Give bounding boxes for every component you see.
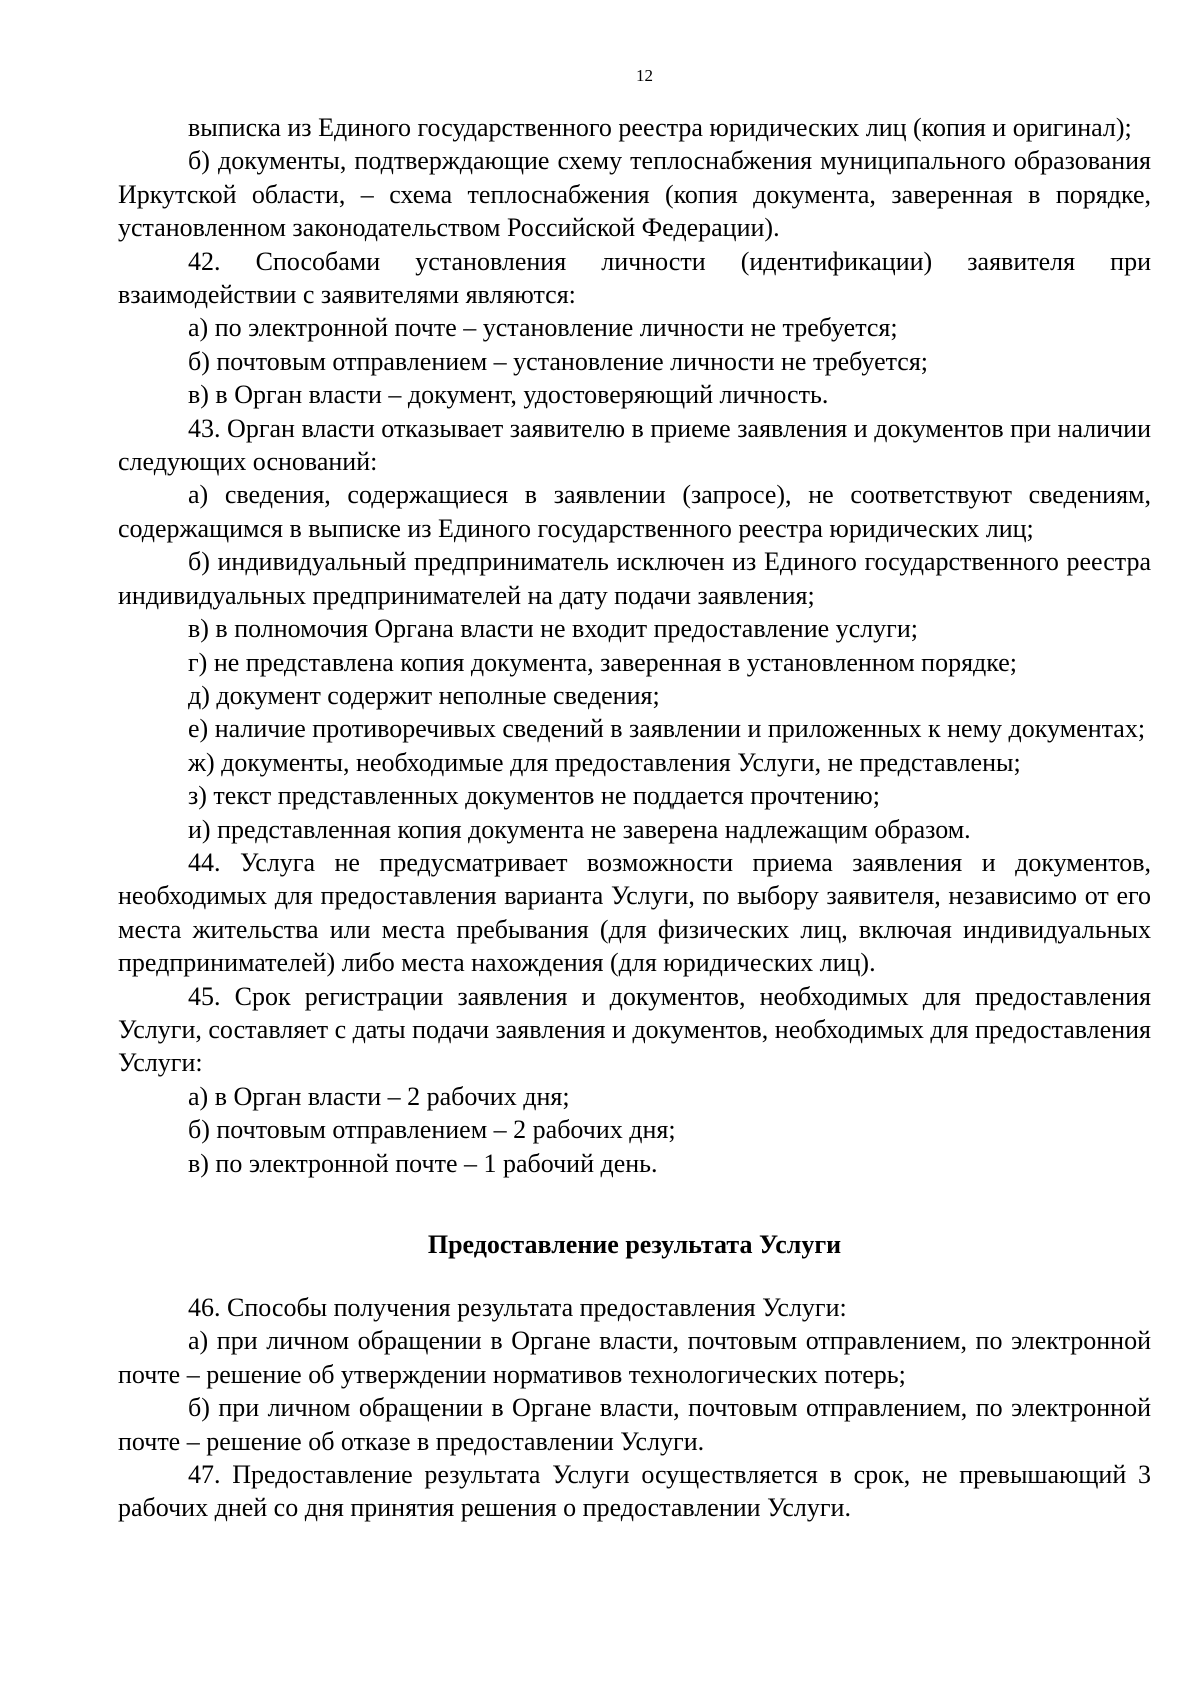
section-heading: Предоставление результата Услуги (427, 1230, 842, 1259)
paragraph-45-a: а) в Орган власти – 2 рабочих дня; (188, 1081, 570, 1111)
paragraph-43-z: з) текст представленных документов не поддается прочтению; (188, 781, 880, 811)
paragraph-43-i: и) представленная копия документа не заверена надлежащим образом. (188, 814, 971, 844)
paragraph-item-b-heat-scheme: б) документы, подтверждающие схему теплоснабжения муниципального образования Иркутской области, – схема теплоснабжения (копия документа, заверенная в порядке, установленном законодательством Российской Федерации). (118, 146, 1151, 243)
paragraph-43-b: б) индивидуальный предприниматель исключен из Единого государственного реестра индивидуальных предпринимателей на дату подачи заявления; (118, 547, 1151, 610)
paragraph-43: 43. Орган власти отказывает заявителю в приеме заявления и документов при наличии следующих оснований: (118, 413, 1151, 477)
paragraph-42-a: а) по электронной почте – установление личности не требуется; (188, 313, 898, 343)
paragraph-42-b: б) почтовым отправлением – установление личности не требуется; (188, 346, 929, 376)
paragraph-45: 45. Срок регистрации заявления и документов, необходимых для предоставления Услуги, составляет с даты подачи заявления и документов, необходимых для предоставления Услуги: (118, 981, 1151, 1078)
paragraph-46-a: а) при личном обращении в Органе власти, почтовым отправлением, по электронной почте – решение об утверждении нормативов технологических потерь; (118, 1326, 1151, 1389)
paragraph-45-b: б) почтовым отправлением – 2 рабочих дня; (188, 1115, 676, 1145)
body-text-after (118, 1291, 1151, 1525)
paragraph-extract-egrul: выписка из Единого государственного реестра юридических лиц (копия и оригинал); (188, 113, 1132, 142)
page-number: 12 (636, 66, 653, 85)
body-text-before (118, 111, 1151, 1180)
paragraph-44: 44. Услуга не предусматривает возможности приема заявления и документов, необходимых для предоставления варианта Услуги, по выбору заявителя, независимо от его места жительства или места пребывания (для физических лиц, включая индивидуальных предпринимателей) либо места нахождения (для юридических лиц). (118, 847, 1151, 978)
paragraph-43-v: в) в полномочия Органа власти не входит предоставление услуги; (188, 614, 918, 644)
paragraph-43-a: а) сведения, содержащиеся в заявлении (запросе), не соответствуют сведениям, содержащимся в выписке из Единого государственного реестра юридических лиц; (118, 480, 1151, 543)
paragraph-43-zh: ж) документы, необходимые для предоставления Услуги, не представлены; (188, 747, 1021, 777)
paragraph-46-b: б) при личном обращении в Органе власти, почтовым отправлением, по электронной почте – решение об отказе в предоставлении Услуги. (118, 1393, 1151, 1456)
paragraph-47: 47. Предоставление результата Услуги осуществляется в срок, не превышающий 3 рабочих дней со дня принятия решения о предоставлении Услуги. (118, 1460, 1151, 1523)
paragraph-42: 42. Способами установления личности (идентификации) заявителя при взаимодействии с заявителями являются: (118, 246, 1151, 310)
paragraph-46: 46. Способы получения результата предоставления Услуги: (188, 1293, 847, 1322)
paragraph-43-e: е) наличие противоречивых сведений в заявлении и приложенных к нему документах; (188, 714, 1146, 744)
paragraph-45-v: в) по электронной почте – 1 рабочий день. (188, 1148, 658, 1178)
paragraph-43-g: г) не представлена копия документа, заверенная в установленном порядке; (188, 647, 1018, 677)
paragraph-43-d: д) документ содержит неполные сведения; (188, 680, 660, 710)
paragraph-42-v: в) в Орган власти – документ, удостоверяющий личность. (188, 380, 829, 410)
